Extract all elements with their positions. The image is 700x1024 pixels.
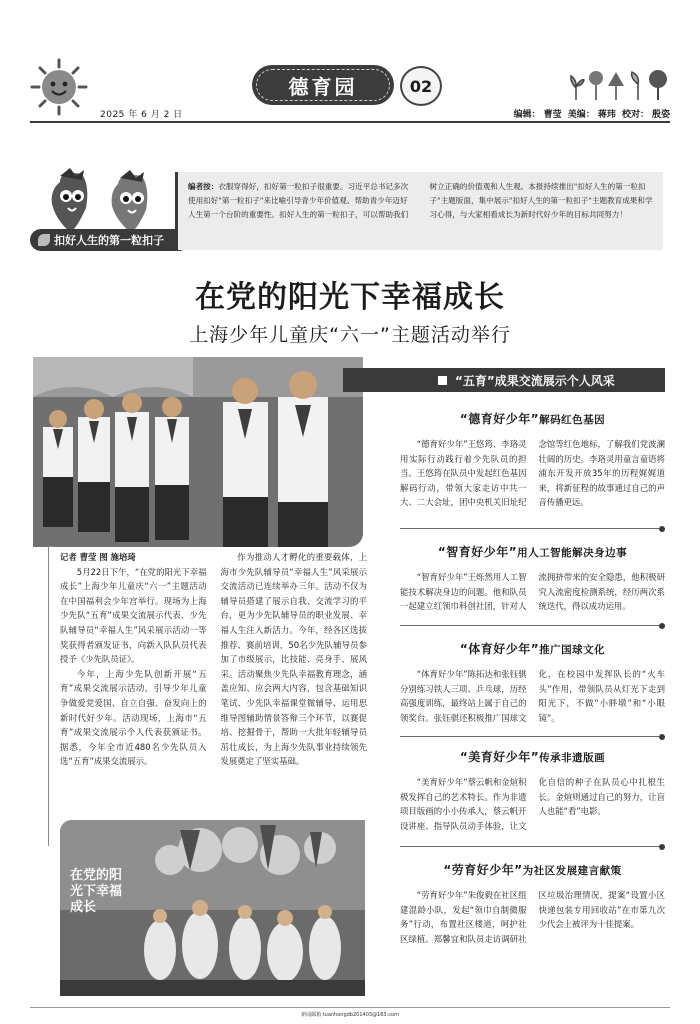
column-tag	[30, 229, 190, 251]
divider	[400, 625, 665, 626]
subheadline: 上海少年儿童庆“六一”主题活动举行	[189, 324, 511, 346]
sidebar-block-text: “智育好少年”王烁然用人工智能技术解决身边的问题。他和队员一起建立红领巾科创社团，针对人流拥挤带来的安全隐患，他积极研究人流密度检测系统，经历两次系统迭代，得以成功运用。	[400, 572, 665, 612]
editor-note	[175, 172, 663, 250]
photo-caption: 在党的阳光下幸福成长	[70, 868, 123, 915]
editor-note-label: 编者按：	[188, 182, 219, 191]
main-photo	[33, 357, 363, 547]
article-paragraph: 5月22日下午，“在党的阳光下幸福成长”上海少年儿童庆“六一”主题活动在中国福利会少年宫举行。现场为上海少先队“五育”成果交流展示代表、少先队辅导员“幸福人生”风采展示活动一等奖获得者颁发证书，向新入队队员代表授予《少先队员证》。	[60, 566, 207, 665]
divider	[400, 846, 665, 847]
byline: 记者 曹莹 图 施培琦	[60, 552, 136, 562]
header-rule	[30, 121, 670, 123]
issue-date: 2025 年 6 月 2 日	[100, 110, 183, 120]
sidebar-block-sports: “体育好少年”推广国球文化 “体育好少年”陈拓达和张钰骐分别练习铁人三项、乒乓球，历经高强度训练，最终站上属于自己的领奖台。张钰骐还积极推广国球文化，在校园中发挥队长的“火车头”作用，带领队员从灯光下走到阳光下，不做“小胖墩”和“小眼镜”。	[400, 640, 665, 725]
divider	[400, 736, 665, 737]
editor-name: 曹莹	[543, 110, 562, 120]
headline: 在党的阳光下幸福成长	[195, 280, 505, 315]
article-paragraph: 作为推动人才孵化的重要载体，上海市少先队辅导员“幸福人生”风采展示交流活动已连续举办三年。活动不仅为辅导员搭建了展示自我、交流学习的平台，更为少先队辅导员的职业发展、幸福人生注入新活力。今年，经各区选拔推荐、赛前培训，50名少先队辅导员参加了市级展示，比技能、亮身手、展风采。活动聚焦少先队幸福教育理念，涵盖应知、应会两大内容，包含基础知识笔试、少先队幸福课堂微辅导、运用思维导图辅助情景答辩三个环节，以赛促培、挖掘骨干，帮助一大批年轻辅导员茁壮成长，为上海少先队事业持续领先发展奠定了坚实基础。	[220, 552, 367, 767]
sidebar-block-text: “劳育好少年”朱俊毅在社区组建混龄小队，发起“领巾自制微服务”行动，布置社区楼道，呵护社区绿植。郑馨宜和队员走访调研社区垃圾治理情况，提案“设置小区快递包装专用回收站”在市第九次少代会上被评为十佳提案。	[400, 890, 665, 944]
footer-text: 新闻邮箱 tuanhongdb201403@163.com	[301, 1012, 399, 1018]
proofreader-name: 殷姿	[651, 110, 670, 120]
editor-note-text: 衣服穿得好，扣好第一粒扣子很重要。习近平总书记多次使用扣好"第一粒扣子"来比喻引导青少年价值观、帮助青少年迈好人生第一个台阶的重要性。扣好人生的第一粒扣子，可以帮助我们树立正确的价值观和人生观。本报持续推出"扣好人生的第一粒扣子"主题版面，集中展示"扣好人生的第一粒扣子"主题教育成果和学习心得，与大家相看成长为新时代好少年的目标共同努力！	[188, 182, 653, 219]
square-icon	[438, 376, 447, 385]
page-number: 02	[400, 66, 442, 106]
sidebar-section-bar	[343, 368, 665, 392]
article-body	[60, 550, 367, 862]
footer-rule	[30, 1007, 670, 1008]
sidebar-section-title: “五育”成果交流展示个人风采	[455, 373, 615, 388]
divider	[400, 528, 665, 529]
sidebar-block-text: “美育好少年”蔡云帆和金煊积极发挥自己的艺术特长。作为非遗项目版画的小小传承人，蔡云帆开设讲座、指导队员动手体验，让文化自信的种子在队员心中扎根生长。金煊则通过自己的努力，让盲人也能“看”电影。	[400, 777, 665, 831]
sidebar-block-labor: “劳育好少年”为社区发展建言献策 “劳育好少年”朱俊毅在社区组建混龄小队，发起“领巾自制微服务”行动，布置社区楼道，呵护社区绿植。郑馨宜和队员走访调研社区垃圾治理情况，提案“设置小区快递包装专用回收站”在市第九次少代会上被评为十佳提案。	[400, 861, 665, 946]
sidebar-block-moral: “德育好少年”解码红色基因 “德育好少年”王悠筠、李珞灵用实际行动践行着少先队员的担当。王悠筠在队员中发起红色基因解码行动，带领大家走访中共一大、二大会址，团中央机关旧址纪念馆等红色地标，了解我们党波澜壮阔的历史。李珞灵用童言童语将浦东开发开放35年的历程娓娓道来，将新征程的故事通过自己的声音传播更远。	[400, 410, 665, 510]
article-paragraph: 今年，上海少先队创新开展“五育”成果交流展示活动，引导少年儿童争做爱党爱国、自立自强、奋发向上的新时代好少年。活动现场，上海市“五育”成果交流展示个人代表获颁证书。据悉，今年全市近480名少先队员入选“五育”成果交流展示。	[60, 668, 207, 767]
plants-decoration-icon	[568, 66, 668, 102]
sidebar-block-intellect: “智育好少年”用人工智能解决身边事 “智育好少年”王烁然用人工智能技术解决身边的问题。他和队员一起建立红领巾科创社团，针对人流拥挤带来的安全隐患，他积极研究人流密度检测系统，经历两次系统迭代，得以成功运用。	[400, 543, 665, 614]
performance-photo	[60, 820, 365, 996]
column-tag-label: 扣好人生的第一粒扣子	[54, 234, 164, 247]
sidebar-block-text: “德育好少年”王悠筠、李珞灵用实际行动践行着少先队员的担当。王悠筠在队员中发起红色基因解码行动，带领大家走访中共一大、二大会址，团中央机关旧址纪念馆等红色地标，了解我们党波澜壮阔的历史。李珞灵用童言童语将浦东开发开放35年的历程娓娓道来，将新征程的故事通过自己的声音传播更远。	[400, 439, 665, 508]
leaf-icon	[38, 234, 50, 246]
sidebar-block-arts: “美育好少年”传承非遗版画 “美育好少年”蔡云帆和金煊积极发挥自己的艺术特长。作为非遗项目版画的小小传承人，蔡云帆开设讲座、指导队员动手体验，让文化自信的种子在队员心中扎根生长。金煊则通过自己的努力，让盲人也能“看”电影。	[400, 748, 665, 833]
designer-name: 蒋玮	[597, 110, 616, 120]
credits-line: 编辑： 曹莹 美编： 蒋玮 校对： 殷姿	[513, 110, 670, 120]
section-title: 德育园	[288, 74, 358, 99]
section-banner	[252, 65, 394, 105]
article-bracket	[48, 546, 54, 846]
sun-mascot-icon	[30, 58, 88, 116]
sidebar-block-text: “体育好少年”陈拓达和张钰骐分别练习铁人三项、乒乓球，历经高强度训练，最终站上属于自己的领奖台。张钰骐还积极推广国球文化，在校园中发挥队长的“火车头”作用，带领队员从灯光下走到阳光下，不做“小胖墩”和“小眼镜”。	[400, 669, 665, 723]
